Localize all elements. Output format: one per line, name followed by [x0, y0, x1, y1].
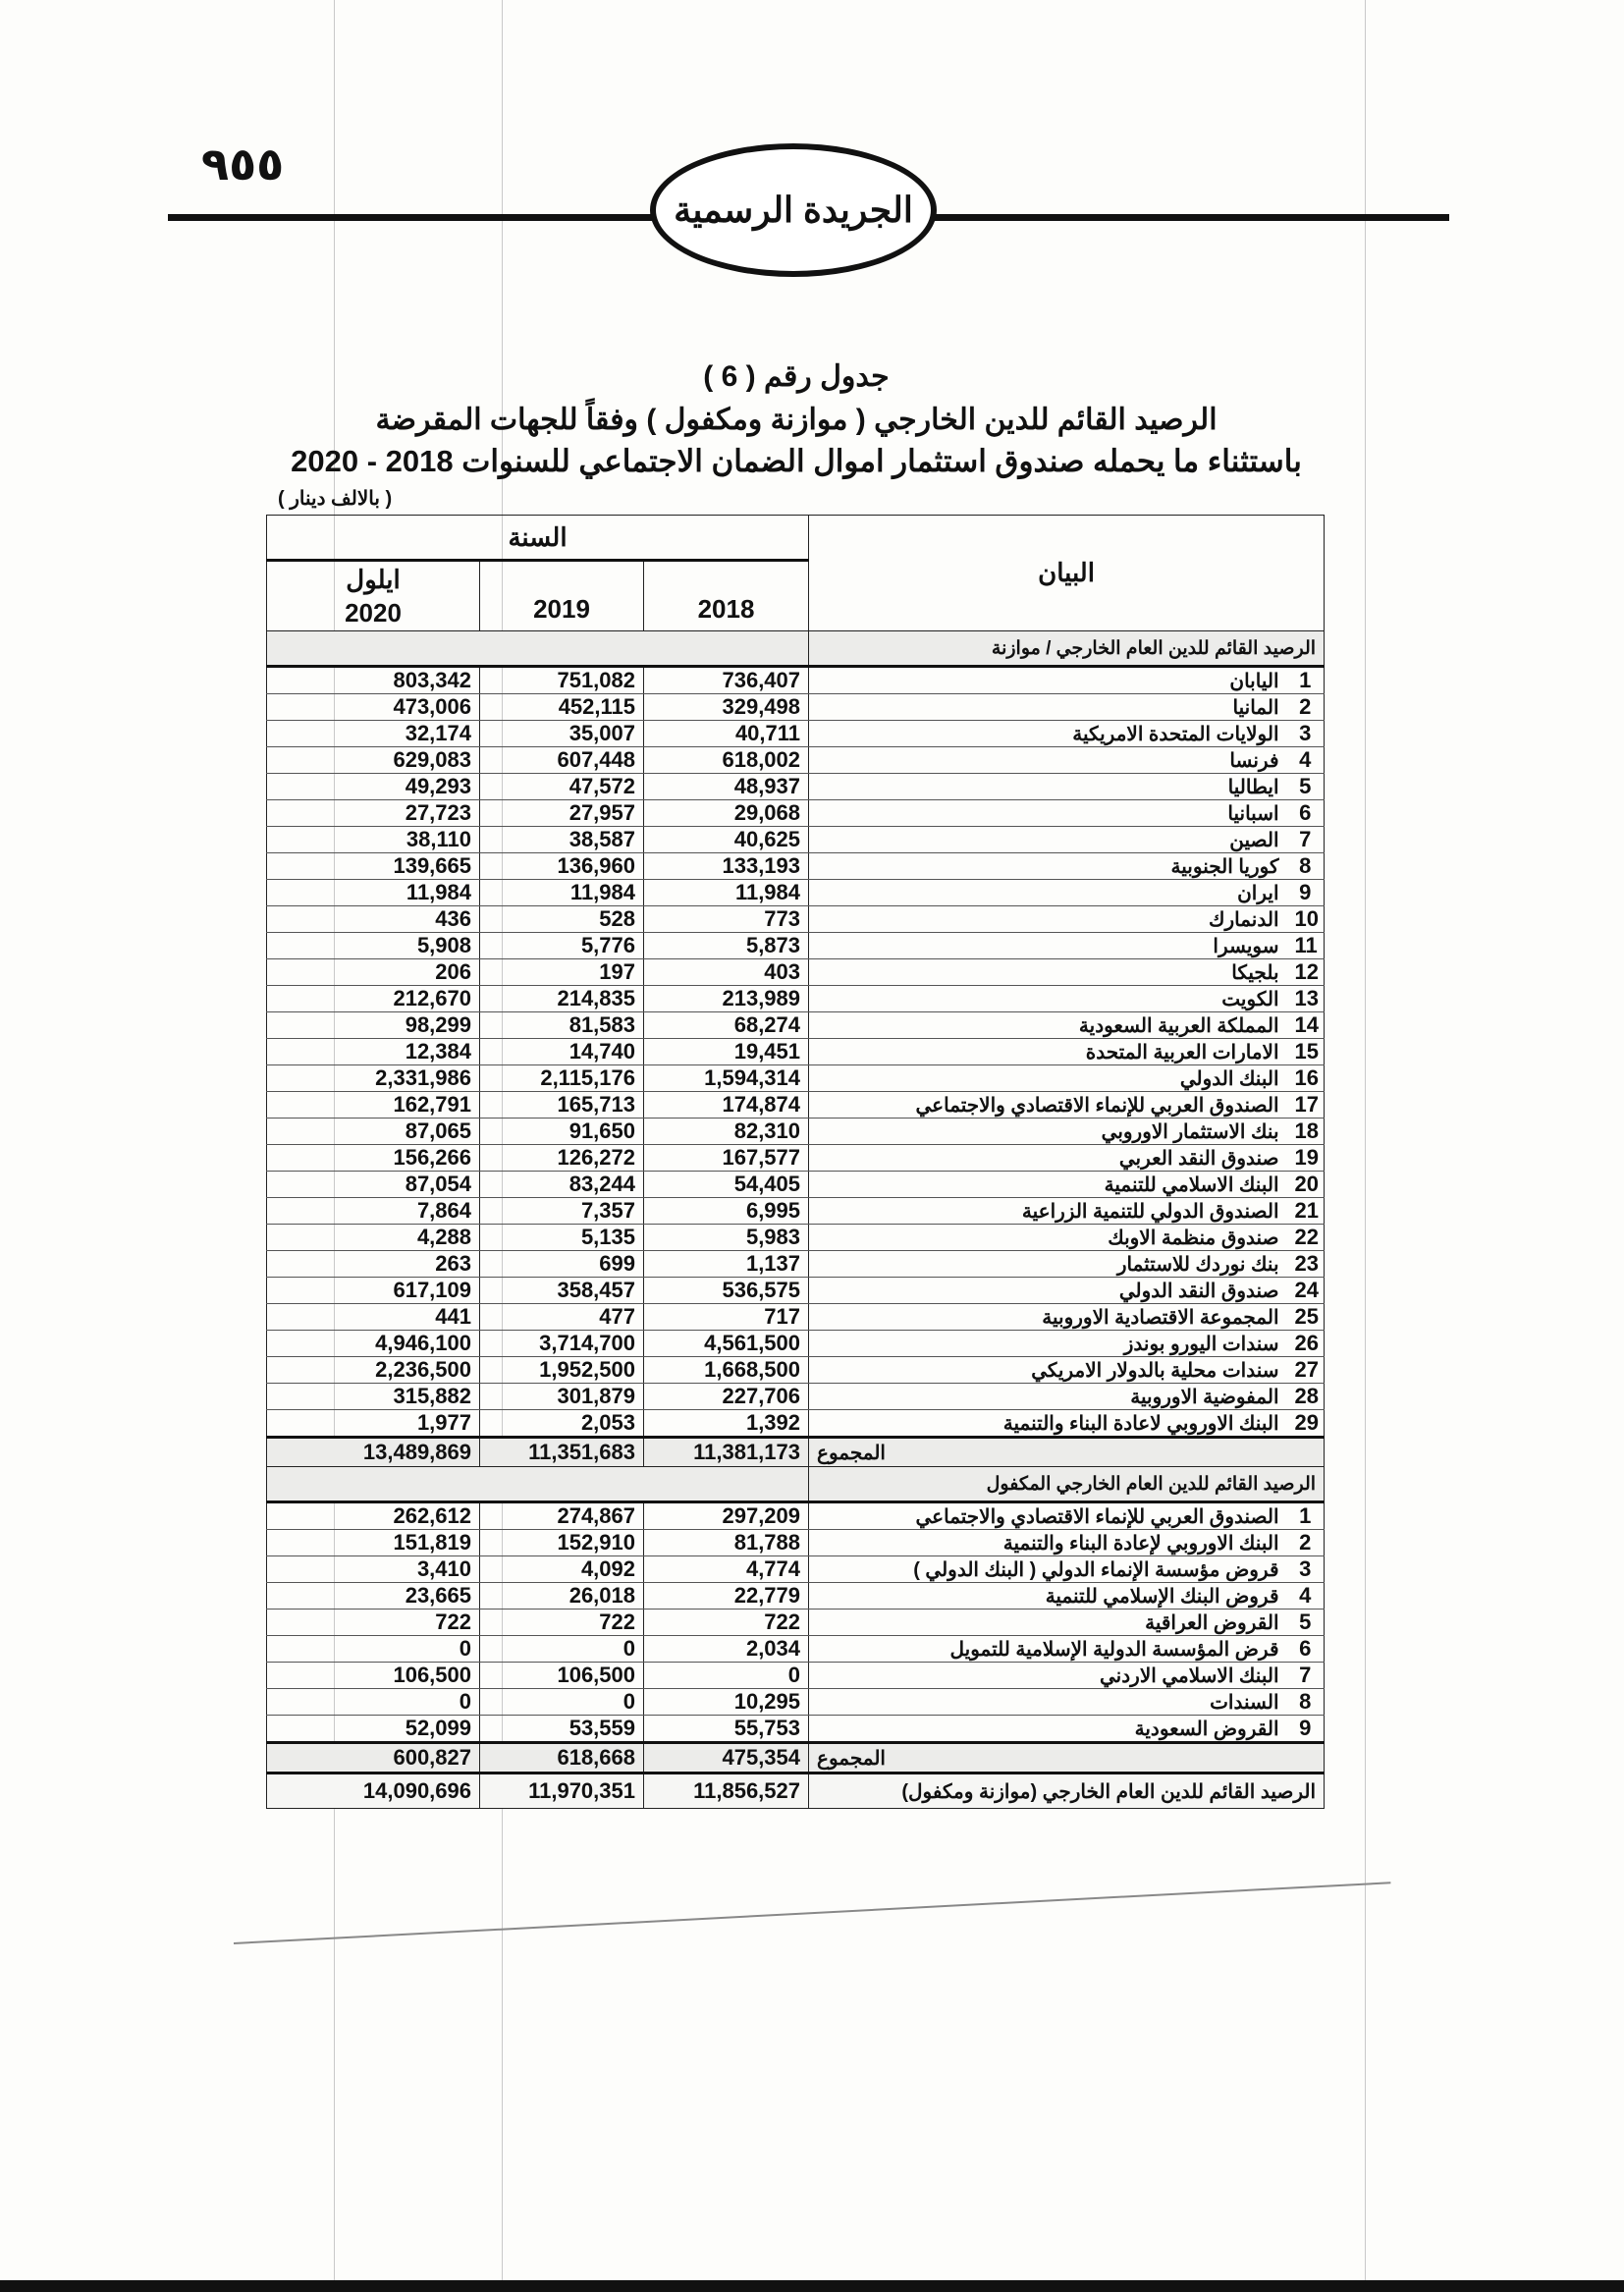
value-2020: 4,946,100 [267, 1331, 480, 1357]
value-2018: 722 [644, 1610, 809, 1636]
table-row [267, 1583, 1325, 1610]
value-2020: 27,723 [267, 800, 480, 827]
table-row [267, 1331, 1325, 1357]
row-number: 1 [1287, 667, 1325, 694]
grand-total-2020: 14,090,696 [267, 1774, 480, 1809]
value-2018: 82,310 [644, 1119, 809, 1145]
row-number: 12 [1287, 959, 1325, 986]
lender-name: الصندوق الدولي للتنمية الزراعية [809, 1198, 1287, 1225]
value-2018: 6,995 [644, 1198, 809, 1225]
statement-header: البيان [809, 516, 1325, 631]
value-2019: 165,713 [480, 1092, 644, 1119]
row-number: 3 [1287, 721, 1325, 747]
value-2019: 83,244 [480, 1172, 644, 1198]
value-2019: 152,910 [480, 1530, 644, 1556]
row-number: 2 [1287, 1530, 1325, 1556]
value-2018: 68,274 [644, 1012, 809, 1039]
row-number: 17 [1287, 1092, 1325, 1119]
table-row [267, 1716, 1325, 1743]
value-2019: 3,714,700 [480, 1331, 644, 1357]
value-2019: 607,448 [480, 747, 644, 774]
total-2018: 475,354 [644, 1743, 809, 1774]
row-number: 8 [1287, 1689, 1325, 1716]
row-number: 10 [1287, 906, 1325, 933]
total-2019: 11,351,683 [480, 1438, 644, 1467]
value-2018: 618,002 [644, 747, 809, 774]
lender-name: الصندوق العربي للإنماء الاقتصادي والاجتماعي [809, 1092, 1287, 1119]
header-row-years [267, 516, 1325, 561]
table-row [267, 1502, 1325, 1530]
table-row [267, 933, 1325, 959]
table-row [267, 1689, 1325, 1716]
value-2019: 136,960 [480, 853, 644, 880]
lender-name: المانيا [809, 694, 1287, 721]
table-row [267, 827, 1325, 853]
value-2018: 81,788 [644, 1530, 809, 1556]
row-number: 6 [1287, 800, 1325, 827]
table-row [267, 1357, 1325, 1384]
row-number: 21 [1287, 1198, 1325, 1225]
value-2018: 1,137 [644, 1251, 809, 1278]
table-row [267, 1039, 1325, 1065]
value-2020: 629,083 [267, 747, 480, 774]
section-header-row [267, 631, 1325, 667]
value-2019: 91,650 [480, 1119, 644, 1145]
table-title: الرصيد القائم للدين الخارجي ( موازنة ومكفول ) وفقاً للجهات المقرضة [375, 404, 1218, 436]
row-number: 9 [1287, 1716, 1325, 1743]
section-total-row [267, 1438, 1325, 1467]
table-row [267, 1556, 1325, 1583]
lender-name: بنك الاستثمار الاوروبي [809, 1119, 1287, 1145]
row-number: 4 [1287, 747, 1325, 774]
value-2019: 47,572 [480, 774, 644, 800]
col-header-2020-year: 2020 [345, 598, 402, 628]
lender-name: البنك الاوروبي لإعادة البناء والتنمية [809, 1530, 1287, 1556]
value-2019: 1,952,500 [480, 1357, 644, 1384]
table-row [267, 1225, 1325, 1251]
row-number: 25 [1287, 1304, 1325, 1331]
row-number: 9 [1287, 880, 1325, 906]
total-label: المجموع [809, 1743, 1325, 1774]
row-number: 11 [1287, 933, 1325, 959]
value-2019: 27,957 [480, 800, 644, 827]
value-2020: 436 [267, 906, 480, 933]
value-2020: 32,174 [267, 721, 480, 747]
table-row [267, 694, 1325, 721]
value-2020: 722 [267, 1610, 480, 1636]
value-2018: 4,774 [644, 1556, 809, 1583]
lender-name: صندوق النقد الدولي [809, 1278, 1287, 1304]
table-row [267, 747, 1325, 774]
unit-note: ( بالالف دينار ) [278, 488, 393, 510]
row-number: 28 [1287, 1384, 1325, 1410]
value-2020: 151,819 [267, 1530, 480, 1556]
value-2019: 477 [480, 1304, 644, 1331]
value-2020: 803,342 [267, 667, 480, 694]
value-2020: 87,065 [267, 1119, 480, 1145]
row-number: 13 [1287, 986, 1325, 1012]
value-2018: 213,989 [644, 986, 809, 1012]
value-2019: 35,007 [480, 721, 644, 747]
value-2018: 1,668,500 [644, 1357, 809, 1384]
table-row [267, 1410, 1325, 1438]
value-2020: 52,099 [267, 1716, 480, 1743]
lender-name: سندات اليورو بوندز [809, 1331, 1287, 1357]
value-2018: 2,034 [644, 1636, 809, 1663]
section-blank-cell [267, 631, 809, 667]
row-number: 4 [1287, 1583, 1325, 1610]
value-2019: 452,115 [480, 694, 644, 721]
value-2019: 2,115,176 [480, 1065, 644, 1092]
lender-name: اسبانيا [809, 800, 1287, 827]
value-2019: 214,835 [480, 986, 644, 1012]
value-2018: 29,068 [644, 800, 809, 827]
lender-name: قرض المؤسسة الدولية الإسلامية للتمويل [809, 1636, 1287, 1663]
lender-name: بنك نوردك للاستثمار [809, 1251, 1287, 1278]
lender-name: السندات [809, 1689, 1287, 1716]
value-2020: 0 [267, 1636, 480, 1663]
value-2018: 10,295 [644, 1689, 809, 1716]
value-2018: 329,498 [644, 694, 809, 721]
value-2019: 2,053 [480, 1410, 644, 1438]
row-number: 8 [1287, 853, 1325, 880]
value-2018: 40,625 [644, 827, 809, 853]
lender-name: البنك الاسلامي للتنمية [809, 1172, 1287, 1198]
lender-name: المفوضية الاوروبية [809, 1384, 1287, 1410]
section-header-row [267, 1467, 1325, 1502]
value-2019: 81,583 [480, 1012, 644, 1039]
table-row [267, 853, 1325, 880]
table-row [267, 986, 1325, 1012]
table-row [267, 1530, 1325, 1556]
table-row [267, 1012, 1325, 1039]
row-number: 5 [1287, 774, 1325, 800]
table-row [267, 880, 1325, 906]
footer-rule [234, 1882, 1390, 1944]
row-number: 5 [1287, 1610, 1325, 1636]
value-2020: 98,299 [267, 1012, 480, 1039]
value-2020: 156,266 [267, 1145, 480, 1172]
lender-name: المجموعة الاقتصادية الاوروبية [809, 1304, 1287, 1331]
value-2019: 358,457 [480, 1278, 644, 1304]
value-2020: 7,864 [267, 1198, 480, 1225]
table-row [267, 1636, 1325, 1663]
value-2020: 87,054 [267, 1172, 480, 1198]
row-number: 22 [1287, 1225, 1325, 1251]
row-number: 6 [1287, 1636, 1325, 1663]
gazette-logo [650, 143, 937, 277]
table-subtitle: باستثناء ما يحمله صندوق استثمار اموال الضمان الاجتماعي للسنوات 2018 - 2020 [291, 444, 1302, 478]
value-2020: 262,612 [267, 1502, 480, 1530]
table-row [267, 1092, 1325, 1119]
value-2018: 1,392 [644, 1410, 809, 1438]
lender-name: الامارات العربية المتحدة [809, 1039, 1287, 1065]
table-row [267, 1610, 1325, 1636]
value-2019: 5,135 [480, 1225, 644, 1251]
value-2020: 206 [267, 959, 480, 986]
value-2019: 53,559 [480, 1716, 644, 1743]
value-2019: 274,867 [480, 1502, 644, 1530]
total-2018: 11,381,173 [644, 1438, 809, 1467]
value-2018: 55,753 [644, 1716, 809, 1743]
value-2020: 617,109 [267, 1278, 480, 1304]
section-total-row [267, 1743, 1325, 1774]
value-2019: 38,587 [480, 827, 644, 853]
row-number: 7 [1287, 1663, 1325, 1689]
value-2020: 263 [267, 1251, 480, 1278]
debt-table [266, 515, 1325, 1809]
value-2018: 22,779 [644, 1583, 809, 1610]
value-2018: 5,873 [644, 933, 809, 959]
value-2020: 106,500 [267, 1663, 480, 1689]
value-2019: 301,879 [480, 1384, 644, 1410]
value-2018: 133,193 [644, 853, 809, 880]
col-header-2018: 2018 [644, 561, 809, 631]
lender-name: صندوق النقد العربي [809, 1145, 1287, 1172]
value-2020: 139,665 [267, 853, 480, 880]
value-2019: 699 [480, 1251, 644, 1278]
row-number: 23 [1287, 1251, 1325, 1278]
value-2018: 297,209 [644, 1502, 809, 1530]
value-2019: 106,500 [480, 1663, 644, 1689]
value-2020: 2,331,986 [267, 1065, 480, 1092]
table-row [267, 1251, 1325, 1278]
row-number: 29 [1287, 1410, 1325, 1438]
scan-artifact-line [1365, 0, 1366, 2280]
lender-name: البنك الاوروبي لاعادة البناء والتنمية [809, 1410, 1287, 1438]
value-2018: 5,983 [644, 1225, 809, 1251]
table-row [267, 1172, 1325, 1198]
row-number: 1 [1287, 1502, 1325, 1530]
table-row [267, 906, 1325, 933]
value-2018: 40,711 [644, 721, 809, 747]
lender-name: فرنسا [809, 747, 1287, 774]
value-2020: 11,984 [267, 880, 480, 906]
value-2020: 1,977 [267, 1410, 480, 1438]
section-blank-cell [267, 1467, 809, 1502]
value-2019: 26,018 [480, 1583, 644, 1610]
lender-name: سويسرا [809, 933, 1287, 959]
value-2020: 212,670 [267, 986, 480, 1012]
value-2019: 11,984 [480, 880, 644, 906]
value-2020: 4,288 [267, 1225, 480, 1251]
table-row [267, 959, 1325, 986]
value-2020: 0 [267, 1689, 480, 1716]
table-row [267, 1198, 1325, 1225]
value-2020: 162,791 [267, 1092, 480, 1119]
lender-name: الدنمارك [809, 906, 1287, 933]
value-2020: 473,006 [267, 694, 480, 721]
grand-total-row [267, 1774, 1325, 1809]
lender-name: قروض مؤسسة الإنماء الدولي ( البنك الدولي ) [809, 1556, 1287, 1583]
row-number: 18 [1287, 1119, 1325, 1145]
lender-name: الولايات المتحدة الامريكية [809, 721, 1287, 747]
grand-total-2018: 11,856,527 [644, 1774, 809, 1809]
value-2019: 0 [480, 1636, 644, 1663]
lender-name: كوريا الجنوبية [809, 853, 1287, 880]
lender-name: الصين [809, 827, 1287, 853]
value-2019: 197 [480, 959, 644, 986]
lender-name: ايران [809, 880, 1287, 906]
value-2020: 441 [267, 1304, 480, 1331]
table-number-title: جدول رقم ( 6 ) [703, 360, 890, 393]
row-number: 20 [1287, 1172, 1325, 1198]
value-2018: 11,984 [644, 880, 809, 906]
value-2018: 1,594,314 [644, 1065, 809, 1092]
value-2018: 0 [644, 1663, 809, 1689]
value-2020: 23,665 [267, 1583, 480, 1610]
lender-name: سندات محلية بالدولار الامريكي [809, 1357, 1287, 1384]
row-number: 19 [1287, 1145, 1325, 1172]
value-2019: 528 [480, 906, 644, 933]
value-2020: 12,384 [267, 1039, 480, 1065]
lender-name: اليابان [809, 667, 1287, 694]
lender-name: بلجيكا [809, 959, 1287, 986]
total-2020: 13,489,869 [267, 1438, 480, 1467]
table-row [267, 1145, 1325, 1172]
value-2020: 38,110 [267, 827, 480, 853]
value-2019: 7,357 [480, 1198, 644, 1225]
lender-name: صندوق منظمة الاوبك [809, 1225, 1287, 1251]
value-2018: 536,575 [644, 1278, 809, 1304]
section-title: الرصيد القائم للدين العام الخارجي المكفول [809, 1467, 1325, 1502]
table-row [267, 1384, 1325, 1410]
value-2018: 48,937 [644, 774, 809, 800]
table-row [267, 774, 1325, 800]
value-2018: 174,874 [644, 1092, 809, 1119]
value-2020: 2,236,500 [267, 1357, 480, 1384]
value-2018: 19,451 [644, 1039, 809, 1065]
value-2019: 126,272 [480, 1145, 644, 1172]
total-2020: 600,827 [267, 1743, 480, 1774]
table-row [267, 1663, 1325, 1689]
lender-name: الكويت [809, 986, 1287, 1012]
lender-name: القروض العراقية [809, 1610, 1287, 1636]
value-2019: 14,740 [480, 1039, 644, 1065]
table-row [267, 721, 1325, 747]
value-2020: 49,293 [267, 774, 480, 800]
table-row [267, 800, 1325, 827]
total-2019: 618,668 [480, 1743, 644, 1774]
grand-total-label: الرصيد القائم للدين العام الخارجي (موازنة ومكفول) [809, 1774, 1325, 1809]
row-number: 16 [1287, 1065, 1325, 1092]
value-2019: 751,082 [480, 667, 644, 694]
value-2018: 736,407 [644, 667, 809, 694]
lender-name: البنك الدولي [809, 1065, 1287, 1092]
lender-name: ايطاليا [809, 774, 1287, 800]
value-2019: 4,092 [480, 1556, 644, 1583]
row-number: 14 [1287, 1012, 1325, 1039]
total-label: المجموع [809, 1438, 1325, 1467]
gazette-name: الجريدة الرسمية [674, 190, 913, 230]
table-row [267, 1278, 1325, 1304]
value-2020: 3,410 [267, 1556, 480, 1583]
grand-total-2019: 11,970,351 [480, 1774, 644, 1809]
col-header-2019: 2019 [480, 561, 644, 631]
row-number: 2 [1287, 694, 1325, 721]
value-2019: 722 [480, 1610, 644, 1636]
value-2020: 5,908 [267, 933, 480, 959]
row-number: 26 [1287, 1331, 1325, 1357]
lender-name: الصندوق العربي للإنماء الاقتصادي والاجتماعي [809, 1502, 1287, 1530]
value-2018: 227,706 [644, 1384, 809, 1410]
value-2018: 167,577 [644, 1145, 809, 1172]
lender-name: المملكة العربية السعودية [809, 1012, 1287, 1039]
row-number: 24 [1287, 1278, 1325, 1304]
lender-name: القروض السعودية [809, 1716, 1287, 1743]
value-2018: 4,561,500 [644, 1331, 809, 1357]
section-title: الرصيد القائم للدين العام الخارجي / موازنة [809, 631, 1325, 667]
value-2018: 717 [644, 1304, 809, 1331]
value-2019: 0 [480, 1689, 644, 1716]
row-number: 3 [1287, 1556, 1325, 1583]
col-header-2020 [267, 561, 480, 631]
row-number: 7 [1287, 827, 1325, 853]
table-row [267, 1304, 1325, 1331]
value-2018: 54,405 [644, 1172, 809, 1198]
lender-name: قروض البنك الإسلامي للتنمية [809, 1583, 1287, 1610]
value-2019: 5,776 [480, 933, 644, 959]
lender-name: البنك الاسلامي الاردني [809, 1663, 1287, 1689]
row-number: 15 [1287, 1039, 1325, 1065]
value-2018: 403 [644, 959, 809, 986]
value-2018: 773 [644, 906, 809, 933]
value-2020: 315,882 [267, 1384, 480, 1410]
year-group-header: السنة [267, 516, 809, 561]
col-header-2020-month: ايلول [346, 565, 401, 594]
table-row [267, 1119, 1325, 1145]
scan-edge [0, 2280, 1624, 2292]
table-row [267, 1065, 1325, 1092]
page-number: ٩٥٥ [201, 137, 285, 191]
table-row [267, 667, 1325, 694]
row-number: 27 [1287, 1357, 1325, 1384]
